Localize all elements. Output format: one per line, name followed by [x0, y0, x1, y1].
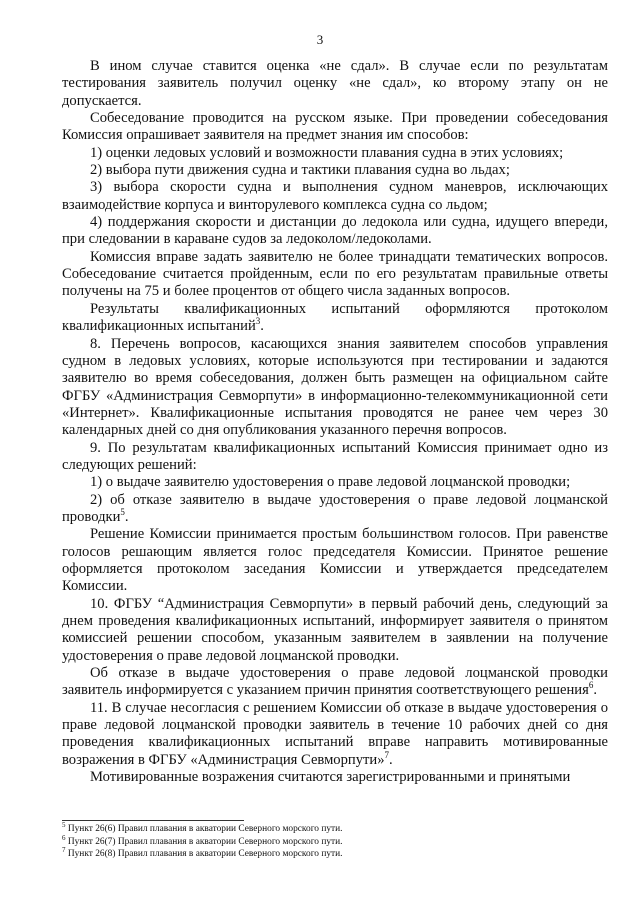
- footnote-ref-5: 5: [120, 507, 125, 518]
- document-body: [62, 58, 608, 786]
- list-item-speed-choice: 3) выбора скорости судна и выполнения судном маневров, исключающих взаимодействие корпуса и винторулевого комплекса судна со льдом;: [62, 179, 608, 213]
- paragraph-item-8: 8. Перечень вопросов, касающихся знания заявителем способов управления судном в ледовых условиях, которые используются при тестировании и задаются заявителю во время собеседования, должен быть размещен на официальном сайте ФГБУ «Администрация Севморпути» в информационно-телекоммуникационной сети «Интернет». Квалификационные испытания проводятся не ранее чем через 30 календарных дней со дня опубликования указанного перечня вопросов.: [62, 335, 608, 439]
- list-item-route-choice: 2) выбора пути движения судна и тактики плавания судна во льдах;: [90, 162, 510, 179]
- paragraph-refusal-notice: Об отказе в выдаче удостоверения о праве ледовой лоцманской проводки заявитель информируется с указанием причин принятия соответствующего решения$^6$.: [62, 665, 608, 699]
- footnote-6: $^6$ Пункт 26(7) Правил плавания в акватории Северного морского пути.: [62, 833, 343, 847]
- footnote-ref-3: 3: [255, 316, 261, 327]
- page-number: 3: [316, 32, 324, 47]
- paragraph-item-10: 10. ФГБУ “Администрация Севморпути» в первый рабочий день, следующий за днем проведения квалификационных испытаний, информирует заявителя о принятом комиссией решении способом, указанным заявителем в заявлении на получение удостоверения о праве ледовой лоцманской проводки.: [62, 595, 608, 664]
- footnote-5: $^5$ Пункт 26(6) Правил плавания в акватории Северного морского пути.: [62, 820, 343, 834]
- footnote-divider: [62, 820, 244, 821]
- footnote-ref-6: 6: [588, 680, 594, 691]
- footnote-ref-7: 7: [384, 749, 389, 760]
- paragraph-item-11: 11. В случае несогласия с решением Комиссии об отказе в выдаче удостоверения о праве ледовой лоцманской проводки заявитель в течение 10 рабочих дней со дня проведения квалификационных испытаний вправе направить мотивированные возражения в ФГБУ «Администрация Севморпути»$^7$.: [62, 699, 608, 768]
- paragraph-item-9: 9. По результатам квалификационных испытаний Комиссия принимает одно из следующих решений:: [62, 439, 608, 473]
- footnotes: [62, 820, 608, 861]
- paragraph-results-protocol: Результаты квалификационных испытаний оформляются протоколом квалификационных испытаний$^3$.: [62, 300, 608, 335]
- paragraph-interview-intro: Собеседование проводится на русском языке. При проведении собеседования Комиссия опрашивает заявителя на предмет знания им способов:: [62, 110, 608, 144]
- list-item-ice-conditions: 1) оценки ледовых условий и возможности плавания судна в этих условиях;: [90, 144, 564, 161]
- list-item-distance-keeping: 4) поддержания скорости и дистанции до ледокола или судна, идущего впереди, при следовании в караване судов за ледоколом/ледоколами.: [62, 214, 608, 248]
- list-item-issue-certificate: 1) о выдаче заявителю удостоверения о праве ледовой лоцманской проводки;: [90, 474, 571, 491]
- paragraph-objections-registered: Мотивированные возражения считаются зарегистрированными и принятыми: [90, 769, 571, 786]
- paragraph-fail-grade: В ином случае ставится оценка «не сдал». В случае если по результатам тестирования заявитель получил оценку «не сдал», ко второму этапу он не допускается.: [62, 58, 608, 109]
- footnote-7: $^7$ Пункт 26(8) Правил плавания в акватории Северного морского пути.: [62, 845, 343, 859]
- paragraph-question-limit: Комиссия вправе задать заявителю не более тринадцати тематических вопросов. Собеседование считается пройденным, если по его результатам правильные ответы получены на 75 и более процентов от общего числа заданных вопросов.: [62, 248, 608, 300]
- paragraph-decision-voting: Решение Комиссии принимается простым большинством голосов. При равенстве голосов решающим является голос председателя Комиссии. Принятое решение оформляется протоколом заседания Комиссии и утверждается председателем Комиссии.: [62, 526, 608, 595]
- list-item-refuse-certificate: 2) об отказе заявителю в выдаче удостоверения о праве ледовой лоцманской проводки$^5$.: [62, 491, 608, 525]
